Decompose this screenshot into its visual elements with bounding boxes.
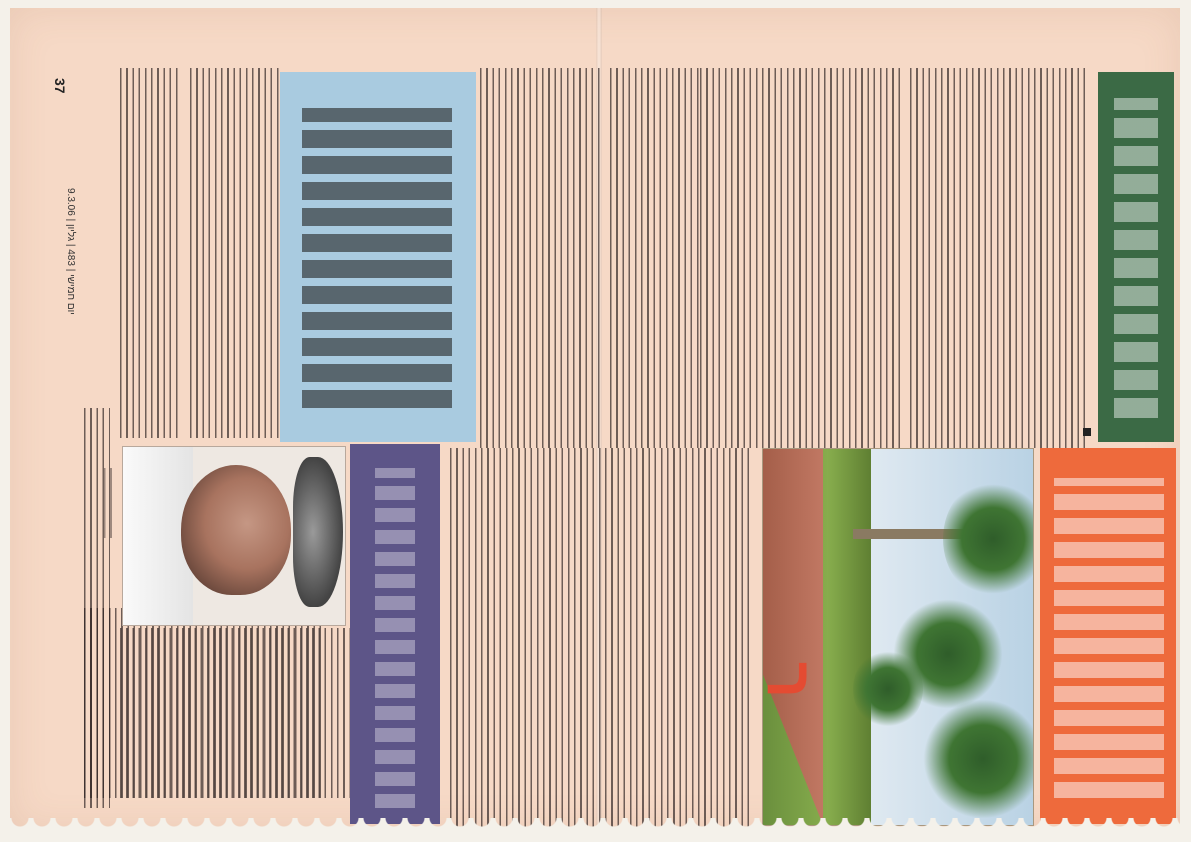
portrait-photo xyxy=(122,446,346,626)
bullet-marker xyxy=(1083,428,1091,436)
park-photo xyxy=(753,448,1034,826)
blue-headline-text xyxy=(302,108,452,408)
text-column xyxy=(190,68,280,438)
text-column xyxy=(910,68,1090,448)
palm-tree xyxy=(943,479,1034,599)
page-number: 37 xyxy=(52,78,68,94)
drop-cap: ר xyxy=(753,661,825,699)
orange-headline-text xyxy=(1054,478,1164,798)
palm-tree xyxy=(853,649,923,729)
text-column xyxy=(450,448,750,828)
photo-caption xyxy=(104,468,116,538)
text-column xyxy=(120,628,350,798)
text-column xyxy=(120,68,180,438)
palm-tree xyxy=(923,699,1034,819)
hair xyxy=(293,457,343,607)
newspaper-spread xyxy=(10,8,1180,830)
text-column xyxy=(610,68,700,448)
purple-headline-text xyxy=(375,468,415,808)
text-column xyxy=(700,68,900,448)
dateline: 9.3.06 | יום חמישי | 483 | גליון xyxy=(65,188,76,315)
torn-edge xyxy=(10,818,1180,830)
green-headline-text xyxy=(1114,98,1158,418)
face xyxy=(181,465,291,595)
text-column xyxy=(480,68,600,448)
